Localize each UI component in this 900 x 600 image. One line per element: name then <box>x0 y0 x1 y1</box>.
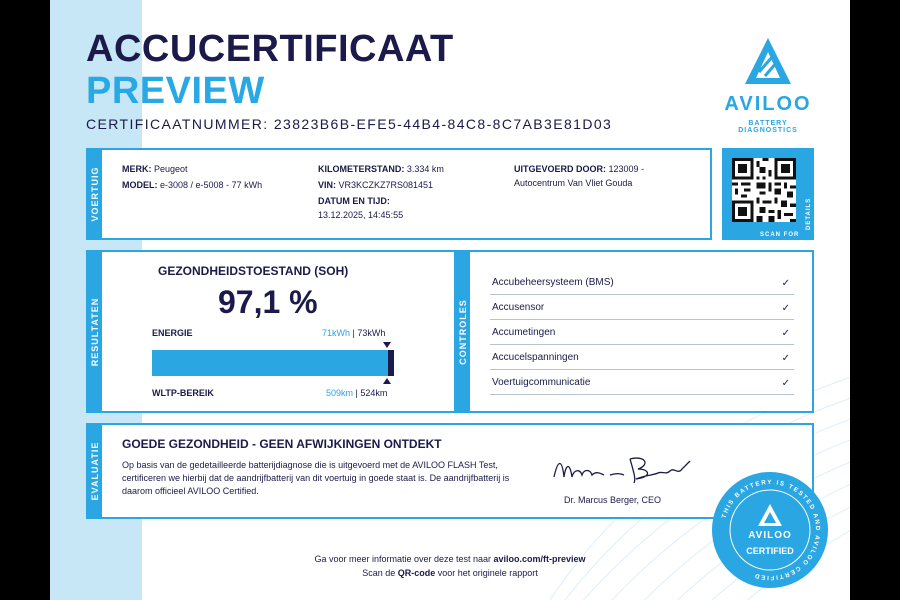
soh-progress-bar <box>152 350 394 376</box>
controls-tab: CONTROLES <box>456 252 470 411</box>
qr-details-text: DETAILS <box>806 197 812 230</box>
list-item: Accusensor ✓ <box>490 295 794 320</box>
qr-code-block[interactable] <box>722 148 814 240</box>
certificate-subtitle: PREVIEW <box>86 70 265 112</box>
vehicle-vin: VIN: VR3KCZKZ7RS081451 <box>318 180 434 190</box>
list-item: Accucelspanningen ✓ <box>490 345 794 370</box>
evaluation-title: GOEDE GEZONDHEID - GEEN AFWIJKINGEN ONTDEKT <box>122 437 442 451</box>
signature-name: Dr. Marcus Berger, CEO <box>564 495 662 505</box>
vehicle-model: MODEL: e-3008 / e-5008 - 77 kWh <box>122 180 263 190</box>
results-panel <box>86 250 494 413</box>
seal-word: AVILOO <box>748 530 792 541</box>
footer-info-line: Ga voor meer informatie over deze test naar aviloo.com/ft-preview <box>314 554 586 564</box>
evaluation-body: Op basis van de gedetailleerde batterijdiagnose die is uitgevoerd met de AVILOO FLASH Test, certificeren we hierbij dat de aandrijfbatterij van dit voertuig in goede staat is. De aandrijfbatterij is daarom officieel AVILOO Certified. <box>122 460 510 496</box>
vehicle-brand: MERK: Peugeot <box>122 164 188 174</box>
certificate-number: CERTIFICAATNUMMER: 23823B6B-EFE5-44B4-84C8-8C7AB3E81D03 <box>86 116 613 132</box>
energy-value: 71kWh | 73kWh <box>322 328 386 338</box>
soh-progress-bar-end <box>388 350 394 376</box>
range-marker-icon <box>383 378 391 384</box>
list-item: Accubeheersysteem (BMS) ✓ <box>490 270 794 295</box>
qr-code-icon[interactable] <box>732 158 796 222</box>
evaluation-tab: EVALUATIE <box>88 425 102 517</box>
certificate-title: ACCUCERTIFICAAT <box>86 28 454 70</box>
vehicle-mileage: KILOMETERSTAND: 3.334 km <box>318 164 444 174</box>
vehicle-panel <box>86 148 712 240</box>
seal-ring-text: THIS BATTERY IS TESTED AND AVILOO CERTIFIED <box>720 478 822 582</box>
signature-image <box>550 453 700 487</box>
vehicle-tab: VOERTUIG <box>88 150 102 238</box>
check-icon: ✓ <box>781 328 790 339</box>
check-icon: ✓ <box>781 378 790 389</box>
vehicle-performed-by: UITGEVOERD DOOR: 123009 - Autocentrum Van Vliet Gouda <box>514 164 645 188</box>
seal-certified: CERTIFIED <box>746 546 794 556</box>
controls-list <box>490 270 794 395</box>
footer-qr-line: Scan de QR-code voor het originele rapport <box>362 568 538 578</box>
list-item: Accumetingen ✓ <box>490 320 794 345</box>
aviloo-logo <box>718 36 818 134</box>
evaluation-panel <box>86 423 814 519</box>
logo-subtitle: BATTERY DIAGNOSTICS <box>738 120 798 134</box>
energy-marker-icon <box>383 342 391 348</box>
logo-wordmark: AVILOO <box>724 93 812 115</box>
aviloo-logo-icon <box>743 36 793 86</box>
wltp-range-value: 509km | 524km <box>326 388 388 398</box>
list-item: Voertuigcommunicatie ✓ <box>490 370 794 395</box>
certificate-page <box>50 0 850 600</box>
check-icon: ✓ <box>781 353 790 364</box>
soh-value: 97,1 % <box>218 284 318 320</box>
footer-link[interactable]: aviloo.com/ft-preview <box>493 554 586 564</box>
vehicle-datetime: DATUM EN TIJD: 13.12.2025, 14:45:55 <box>318 196 404 220</box>
check-icon: ✓ <box>781 278 790 289</box>
check-icon: ✓ <box>781 303 790 314</box>
wltp-range-label: WLTP-BEREIK <box>152 388 214 398</box>
results-tab: RESULTATEN <box>88 252 102 411</box>
energy-label: ENERGIE <box>152 328 193 338</box>
soh-title: GEZONDHEIDSTOESTAND (SOH) <box>158 264 349 278</box>
controls-panel <box>454 250 814 413</box>
qr-scan-text: SCAN FOR <box>760 232 800 238</box>
